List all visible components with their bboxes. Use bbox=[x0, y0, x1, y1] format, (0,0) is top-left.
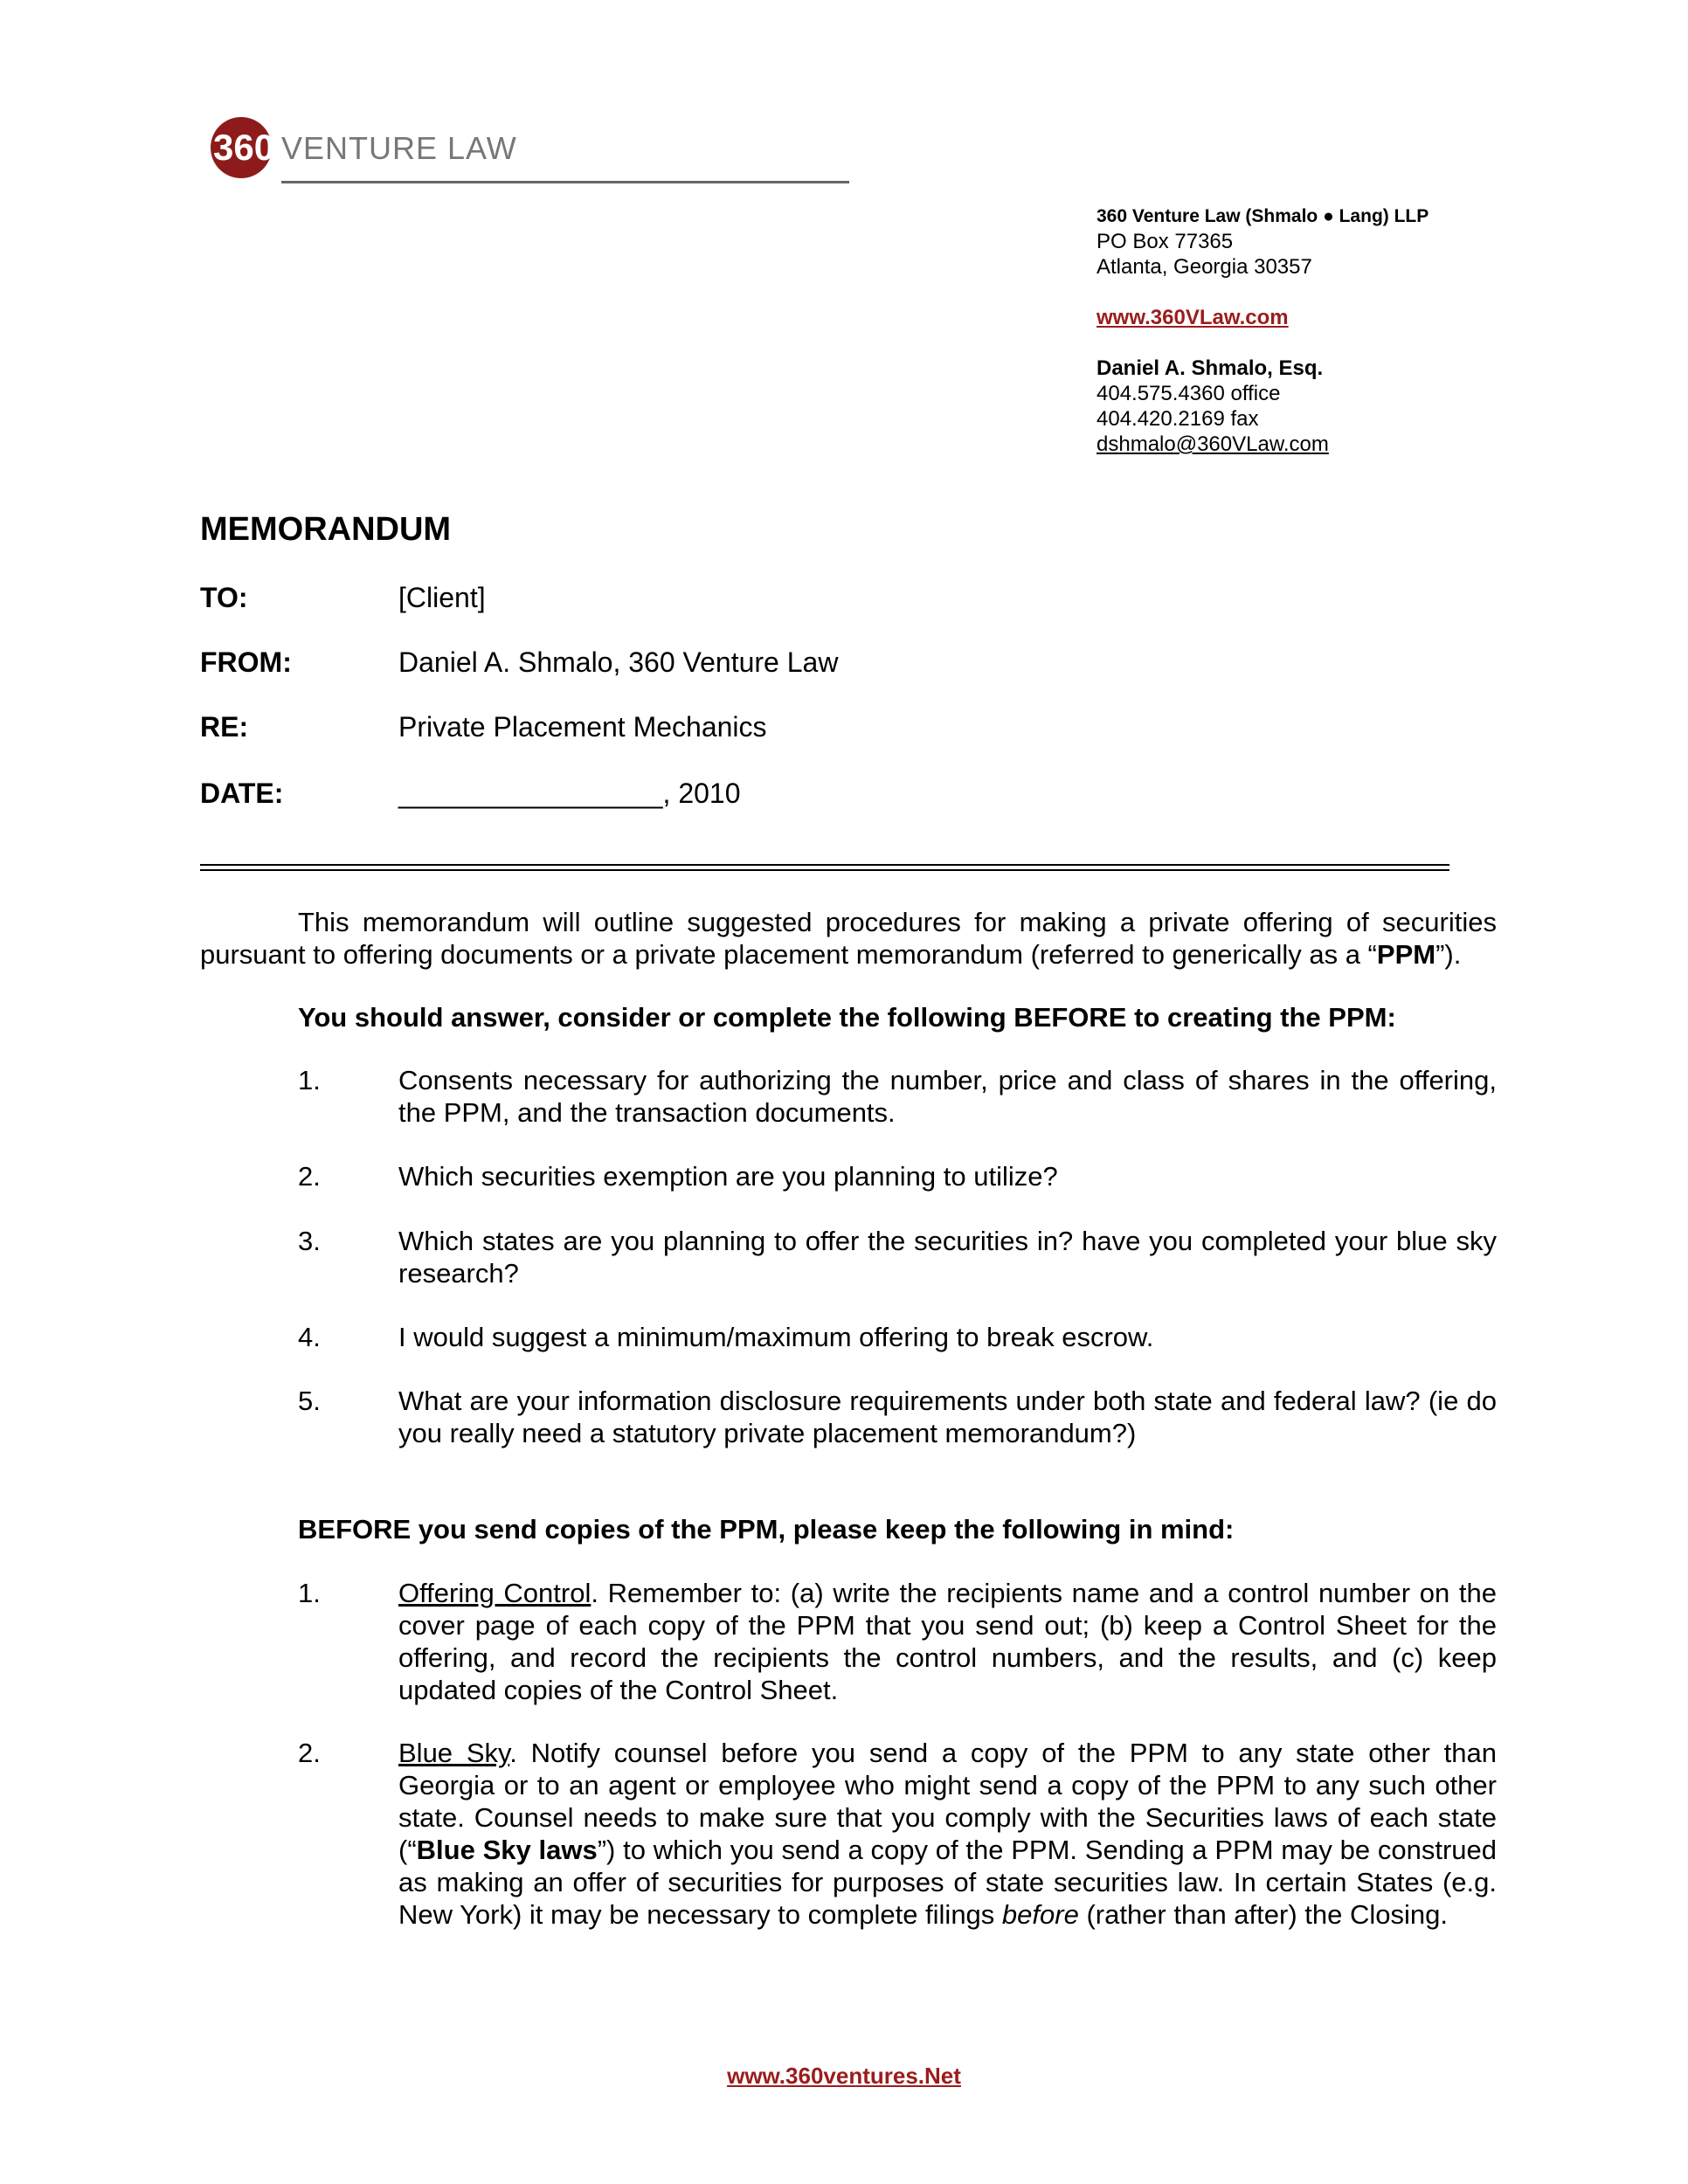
list-item-number: 3. bbox=[298, 1226, 321, 1256]
divider-rule-top bbox=[200, 864, 1449, 866]
logo-number: 360 bbox=[213, 127, 275, 168]
firm-name: 360 Venture Law (Shmalo ● Lang) LLP bbox=[1097, 206, 1429, 226]
offering-control-title: Offering Control bbox=[398, 1578, 591, 1608]
city-state: Atlanta, Georgia 30357 bbox=[1097, 255, 1312, 279]
list-item-number: 2. bbox=[298, 1161, 321, 1192]
list-item: Which states are you planning to offer the securities in? have you completed your blue sky research? bbox=[398, 1226, 1497, 1289]
divider-rule-bottom bbox=[200, 869, 1449, 871]
date-label: DATE: bbox=[200, 778, 284, 809]
list-item: Which securities exemption are you planning to utilize? bbox=[398, 1161, 1058, 1192]
list-item: I would suggest a minimum/maximum offering to break escrow. bbox=[398, 1322, 1154, 1352]
footer bbox=[0, 2063, 1688, 2089]
list-item-number: 1. bbox=[298, 1578, 321, 1608]
list-item: Consents necessary for authorizing the number, price and class of shares in the offering, the PPM, and the transaction documents. bbox=[398, 1065, 1497, 1128]
logo-underline bbox=[281, 181, 849, 183]
footer-website-link[interactable]: www.360ventures.Net bbox=[727, 2063, 961, 2089]
po-box: PO Box 77365 bbox=[1097, 230, 1234, 253]
date-value: _________________, 2010 bbox=[398, 778, 741, 809]
fax-number: 404.420.2169 fax bbox=[1097, 407, 1259, 431]
logo-wordmark: VENTURE LAW bbox=[281, 130, 517, 166]
section2-heading: BEFORE you send copies of the PPM, please keep the following in mind: bbox=[298, 1514, 1235, 1545]
list-item-number: 2. bbox=[298, 1738, 321, 1768]
from-label: FROM: bbox=[200, 646, 292, 678]
office-phone: 404.575.4360 office bbox=[1097, 382, 1281, 405]
to-label: TO: bbox=[200, 582, 248, 613]
list-item-number: 1. bbox=[298, 1065, 321, 1095]
from-value: Daniel A. Shmalo, 360 Venture Law bbox=[398, 646, 839, 678]
blue-sky-item: Blue Sky. Notify counsel before you send a copy of the PPM to any state other than Georgia or to an agent or employee who might send a copy of the PPM to any such other state. Counsel needs to make sure that you comply with the Securities laws of each state (“Blue Sky laws”) to which you send a copy of the PPM. Sending a PPM may be construed as making an offer of securities for purposes of state securities law. In certain States (e.g. New York) it may be necessary to complete filings before (rather than after) the Closing. bbox=[398, 1738, 1497, 1930]
list-item-number: 5. bbox=[298, 1386, 321, 1416]
ppm-term: PPM bbox=[1376, 939, 1436, 970]
blue-sky-laws-term: Blue Sky laws bbox=[416, 1835, 598, 1865]
section1-heading: You should answer, consider or complete the following BEFORE to creating the PPM: bbox=[298, 1002, 1396, 1033]
offering-control-item: Offering Control. Remember to: (a) write the recipients name and a control number on the cover page of each copy of the PPM that you send out; (b) keep a Control Sheet for the offering, and record the recipients the control numbers, and the results, and (c) keep updated copies of the Control Sheet. bbox=[398, 1578, 1497, 1705]
to-value: [Client] bbox=[398, 582, 486, 613]
firm-website-link[interactable]: www.360VLaw.com bbox=[1097, 306, 1289, 329]
contact-block bbox=[1097, 204, 1586, 457]
memo-title: MEMORANDUM bbox=[200, 511, 452, 548]
blue-sky-title: Blue Sky bbox=[398, 1738, 510, 1768]
list-item: What are your information disclosure requirements under both state and federal law? (ie do you really need a statutory private placement memorandum?) bbox=[398, 1386, 1497, 1448]
intro-paragraph: This memorandum will outline suggested procedures for making a private offering of securities pursuant to offering documents or a private placement memorandum (referred to generically as a “PPM”). bbox=[200, 907, 1497, 970]
list-item-number: 4. bbox=[298, 1322, 321, 1352]
attorney-name: Daniel A. Shmalo, Esq. bbox=[1097, 356, 1324, 380]
re-label: RE: bbox=[200, 711, 249, 743]
re-value: Private Placement Mechanics bbox=[398, 711, 767, 743]
email-link[interactable]: dshmalo@360VLaw.com bbox=[1097, 432, 1329, 456]
before-emphasis: before bbox=[1001, 1899, 1079, 1930]
